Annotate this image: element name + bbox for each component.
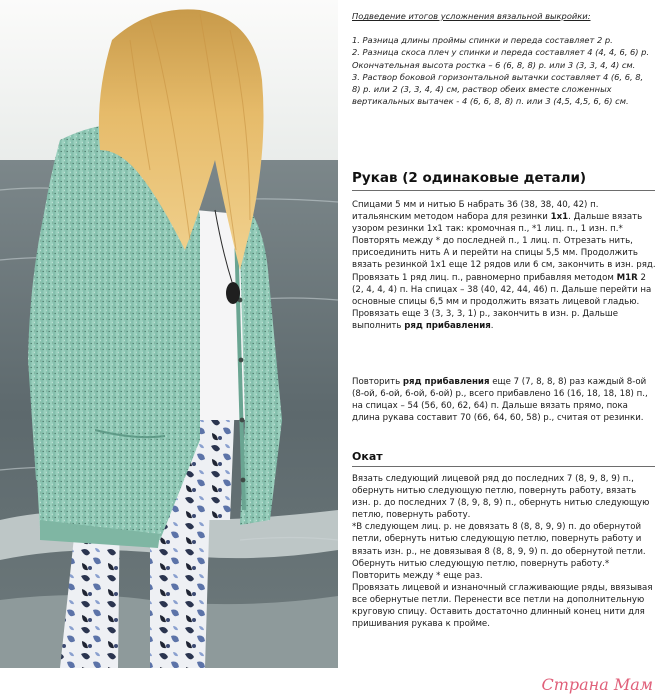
sleeve-paragraph-1 (352, 199, 657, 332)
text-run: 2 (2, 4, 4, 4) п. На спицах – 38 (40, 42, 44, 46) п. Дальше перейти на основные спицы 6,5 мм и продолжить вязать лицевой гладью. Провязать еще 3 (3, 3, 3, 1) р., закончить в изн. р. Дальше выполнить (352, 272, 652, 331)
text-run: Повторить (352, 377, 403, 387)
summary-item-3: 3. Раствор боковой горизонтальной вытачки составляет 4 (6, 6, 8, 8) р. или 2 (3, 3, 4, 4) см, раствор обеих вместе сложенных вертикальных вытачек - 4 (6, 6, 8, 8) п. или 3 (4,5, 4,5, 6, 6) см. (352, 71, 644, 107)
bold-term: M1R (616, 272, 638, 283)
okat-paragraph-2: *В следующем лиц. р. не довязать 8 (8, 8, 9, 9) п. до обернутой петли, обернуть нитью следующую петлю, повернуть работу и вязать изн. р., не довязывая 8 (8, 8, 9, 9) п. до обернутой петли. Обернуть нитью следующую петлю, повернуть работу.* (352, 522, 646, 569)
okat-paragraph-3: Повторить между * еще раз. (352, 570, 483, 581)
bold-term: ряд прибавления (404, 320, 491, 331)
sleeve-heading: Рукав (2 одинаковые детали) (352, 170, 587, 186)
section-divider (352, 466, 655, 467)
summary-item-2: 2. Разница скоса плеч у спинки и переда составляет 4 (4, 4, 6, 6) р. Окончательная высота ростка – 6 (6, 8, 8) р. или 3 (3, 3, 4, 4) см. (352, 47, 650, 70)
summary-item-1: 1. Разница длины проймы спинки и переда составляет 2 р. (352, 35, 613, 46)
bold-term: ряд прибавления (402, 377, 490, 387)
text-run: Спицами 5 мм и нитью Б набрать 36 (38, 38, 40, 42) п. итальянским методом набора для резинки (352, 200, 599, 223)
summary-title: Подведение итогов усложнения вязальной выкройки: (352, 11, 591, 21)
okat-paragraph-4: Провязать лицевой и изнаночный сглаживающие ряды, ввязывая все обернутые петли. Перенести все петли на дополнительную круговую спицу. Оставить достаточно длинный конец нити для пришивания рукава к пройме. (352, 582, 653, 630)
bold-term: 1x1 (550, 212, 569, 223)
text-run: . Дальше вязать узором резинки 1x1 так: кромочная п., *1 лиц. п., 1 изн. п.* Повторять между * до последней п., 1 лиц. п. Отрезать нить, присоединить нить А и перейти на спицы 5,5 мм. Продолжить вязать резинкой 1x1 еще 12 рядов или 6 см, закончить в изн. ряд. Провязать 1 ряд лиц. п., равномерно прибавляя методом (352, 212, 656, 283)
summary-box (352, 10, 652, 107)
site-watermark: Страна Мам (541, 675, 653, 694)
okat-heading: Окат (352, 450, 383, 463)
model-photo (0, 0, 338, 668)
sleeve-paragraph-2 (352, 376, 657, 424)
section-divider (352, 190, 655, 191)
text-run: . (490, 320, 494, 331)
okat-text (352, 473, 657, 630)
text-run: еще 7 (7, 8, 8, 8) раз каждый 8-ой (8-ой, 6-ой, 6-ой, 6-ой) р., всего прибавлено 16 (16, 18, 18, 18) п., на спицах – 54 (56, 60, 62, 64) п. Дальше вязать прямо, пока длина рукава составит 70 (66, 64, 60, 58) р., считая от резинки. (352, 377, 648, 424)
okat-paragraph-1: Вязать следующий лицевой ряд до последних 7 (8, 9, 8, 9) п., обернуть нитью следующую петлю, повернуть работу, вязать изн. р. до последних 7 (8, 9, 8, 9) п., обернуть нитью следующую петлю, повернуть работу. (352, 474, 650, 521)
photo-illustration (0, 0, 338, 668)
